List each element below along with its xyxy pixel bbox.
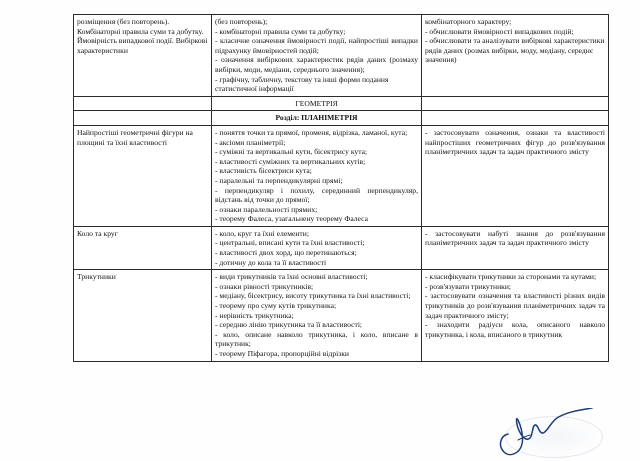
requirement-line: - застосовувати означення та властивості різних видів трикутників до розв'язування планіметричних задач та задач практичного змісту;	[425, 291, 605, 320]
content-line: - теорему Фалеса, узагальнену теорему Фалеса	[215, 214, 368, 224]
section-title: ГЕОМЕТРІЯ	[212, 96, 422, 111]
topic-cell	[74, 270, 212, 361]
table-row	[74, 270, 609, 361]
requirement-cell	[422, 270, 609, 361]
topic-cell	[74, 125, 212, 226]
requirement-line: - обчислювати та аналізувати вибіркові характеристики рядів даних (розмах вибірки, моду, медіану, середнє значення)	[425, 36, 605, 65]
content-line: - дотичну до кола та її властивості	[215, 257, 327, 267]
empty-cell	[422, 111, 609, 126]
content-line: - центральні, вписані кути та їхні властивості;	[215, 238, 365, 248]
topic-cell	[74, 226, 212, 269]
content-line: - перпендикуляр і похилу, серединний перпендикуляр, відстань від точки до прямої;	[215, 185, 418, 205]
requirement-line: - застосовувати набуті знання до розв'язування планіметричних задач та задач практичного змісту	[425, 228, 605, 248]
requirement-cell	[422, 125, 609, 226]
content-line: - суміжні та вертикальні кути, бісектрису кута;	[215, 147, 368, 157]
section-header-row	[74, 96, 609, 111]
requirement-line: - знаходити радіуси кола, описаного навколо трикутника, і кола, вписаного в трикутник	[425, 320, 605, 339]
table-row	[74, 15, 609, 97]
requirement-line: - розв'язувати трикутники;	[425, 281, 512, 291]
content-line: - медіану, бісектрису, висоту трикутника та їхні властивості;	[215, 291, 411, 301]
stamp-smudge	[505, 416, 603, 458]
content-line: - ознаки паралельності прямих;	[215, 204, 318, 214]
table-row	[74, 125, 609, 226]
requirement-line: комбінаторного характеру;	[425, 17, 512, 26]
subsection-title: Розділ: ПЛАНІМЕТРІЯ	[212, 111, 422, 126]
content-line: - середню лінію трикутника та її властивості;	[215, 320, 363, 330]
topic-text: Коло та круг	[77, 228, 118, 238]
curriculum-table	[73, 14, 609, 362]
content-line: - види трикутників та їхні основні властивості;	[215, 272, 368, 282]
requirement-line: - обчислювати ймовірності випадкових подій;	[425, 26, 574, 36]
empty-cell	[74, 111, 212, 126]
content-line: - поняття точки та прямої, променя, відрізка, ламаної, кута;	[215, 127, 408, 137]
content-line: - теорему про суму кутів трикутника;	[215, 301, 337, 311]
content-line: - коло, описане навколо трикутника, і коло, вписане в трикутник;	[215, 329, 418, 349]
topic-text: Трикутники	[77, 272, 116, 282]
topic-cell	[74, 15, 212, 97]
content-line: - властивості двох хорд, що перетинаються;	[215, 248, 357, 258]
table-row	[74, 226, 609, 269]
empty-cell	[422, 96, 609, 111]
requirement-cell	[422, 15, 609, 97]
content-line: - аксіоми планіметрії;	[215, 137, 286, 147]
handwritten-signature	[496, 408, 616, 460]
content-line: - властивості суміжних та вертикальних кутів;	[215, 156, 366, 166]
content-cell	[212, 270, 422, 361]
content-cell	[212, 15, 422, 97]
content-line: - паралельні та перпендикулярні прямі;	[215, 175, 343, 185]
requirement-line: - застосовувати означення, ознаки та властивості найпростіших геометричних фігур до розв'язування планіметричних задач та задач практичного змісту	[425, 127, 605, 157]
content-cell	[212, 226, 422, 269]
content-cell	[212, 125, 422, 226]
requirement-line: - класифікувати трикутники за сторонами та кутами;	[425, 272, 597, 282]
content-line: - класичне означення ймовірності події, найпростіші випадки підрахунку ймовірностей подій;	[215, 36, 418, 55]
subsection-header-row	[74, 111, 609, 126]
empty-cell	[74, 96, 212, 111]
content-line: - властивість бісектриси кута;	[215, 166, 312, 176]
content-line: - означення вибіркових характеристик рядів даних (розмаху вибірки, моди, медіани, середнього значення);	[215, 55, 418, 74]
content-line: (без повторень);	[215, 17, 268, 26]
topic-text: Найпростіші геометричні фігури на площині та їхні властивості	[77, 127, 193, 147]
content-line: - графічну, табличну, текстову та інші форми подання статистичної інформації	[215, 74, 389, 94]
content-line: - теорему Піфагора, пропорційні відрізки	[215, 349, 349, 358]
content-line: - нерівність трикутника;	[215, 310, 294, 320]
topic-text: розміщення (без повторень). Комбінаторні правила суми та добутку. Ймовірність випадкової події. Вибіркові характеристики	[77, 17, 208, 55]
table-body	[74, 15, 609, 362]
requirement-cell	[422, 226, 609, 269]
content-line: - комбінаторні правила суми та добутку;	[215, 26, 346, 36]
content-line: - ознаки рівності трикутників;	[215, 281, 314, 291]
content-line: - коло, круг та їхні елементи;	[215, 228, 309, 238]
